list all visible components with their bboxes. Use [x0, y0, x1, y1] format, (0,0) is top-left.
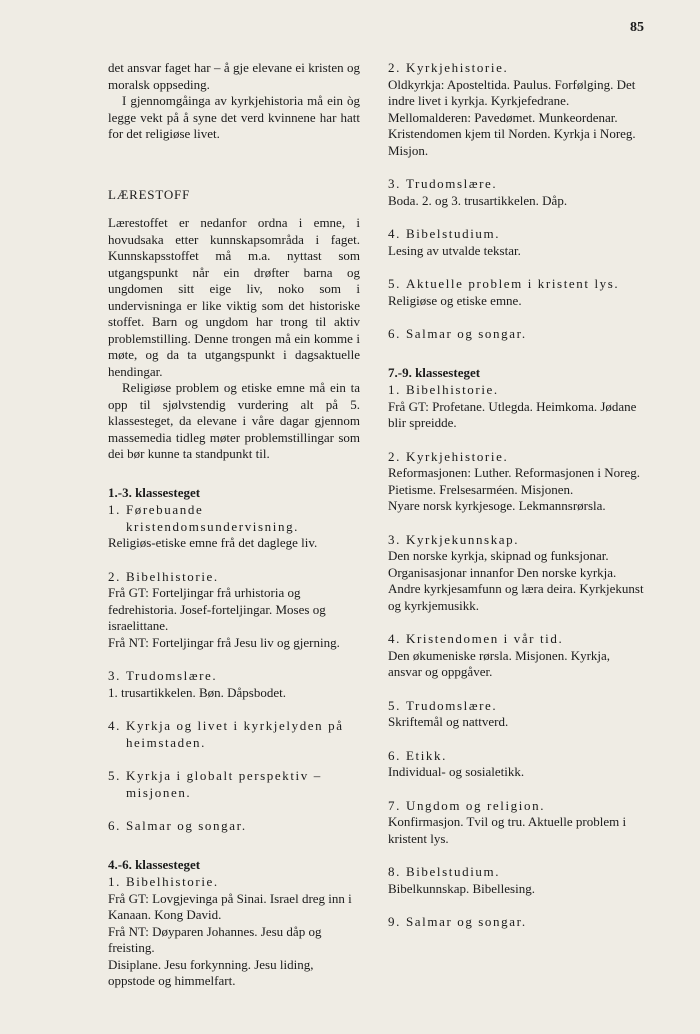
topic-number: 4.	[388, 631, 401, 646]
topic-title: Bibelhistorie.	[125, 874, 219, 889]
topic-title: Salmar og songar.	[405, 914, 527, 929]
topic-item	[388, 698, 644, 731]
topic-heading	[108, 874, 360, 891]
topic-heading	[108, 718, 360, 751]
topic-heading	[388, 326, 644, 343]
topic-body	[388, 193, 644, 210]
grade-heading-7-9: 7.-9. klassesteget	[388, 364, 481, 380]
topic-body	[108, 585, 360, 651]
topic-item	[108, 502, 360, 552]
topic-heading	[108, 668, 360, 685]
topic-heading	[388, 176, 644, 193]
intro-paragraph: I gjennomgåinga av kyrkjehistoria må ein òg legge vekt på å syne det verd kvinnene har hatt for det religiøse livet.	[108, 93, 360, 141]
topic-item	[388, 226, 644, 259]
topic-item	[388, 449, 644, 515]
topic-body	[388, 714, 644, 731]
topic-line: Disiplane. Jesu forkynning. Jesu liding, oppstode og himmelfart.	[108, 956, 314, 988]
topic-number: 3.	[388, 176, 401, 191]
topic-body	[388, 77, 644, 160]
topic-line: Den norske kyrkja, skipnad og funksjonar. Organisasjonar innanfor Den norske kyrkja. Andre kyrkjesamfunn og læra deira. Kyrkjekunst og kyrkjemusikk.	[388, 548, 644, 613]
topic-line: Oldkyrkja: Aposteltida. Paulus. Forfølging. Det indre livet i kyrkja. Kyrkjefedrane.	[388, 76, 636, 108]
topic-line: Frå GT: Forteljingar frå urhistoria og fedrehistoria. Josef-forteljingar. Moses og israelittane.	[108, 585, 326, 633]
topic-line: Frå NT: Døyparen Johannes. Jesu dåp og freisting.	[108, 923, 322, 955]
topic-line: Bibelkunnskap. Bibellesing.	[388, 880, 535, 896]
topic-heading	[388, 449, 644, 466]
topic-item	[388, 864, 644, 897]
topic-title: Kyrkja og livet i kyrkjelyden på heimstaden.	[125, 718, 344, 750]
topic-title: Salmar og songar.	[125, 818, 247, 833]
topic-number: 7.	[388, 797, 401, 813]
topic-title: Kyrkja i globalt perspektiv – misjonen.	[125, 768, 322, 800]
topic-heading	[108, 818, 360, 835]
topic-heading	[388, 914, 644, 931]
topic-item	[388, 532, 644, 615]
topic-title: Aktuelle problem i kristent lys.	[405, 276, 620, 291]
topic-body	[388, 881, 644, 898]
topic-heading	[388, 864, 644, 881]
topic-item	[388, 914, 644, 931]
topic-item	[108, 874, 360, 990]
topic-line: Nyare norsk kyrkjesoge. Lekmannsrørsla.	[388, 498, 606, 513]
topic-item	[108, 818, 360, 835]
topic-list	[388, 60, 644, 343]
topic-body	[388, 764, 644, 781]
topic-number: 5.	[108, 768, 121, 783]
topic-number: 3.	[108, 668, 121, 683]
topic-heading	[388, 276, 644, 293]
topic-number: 1.	[108, 874, 121, 889]
topic-line: Konfirmasjon. Tvil og tru. Aktuelle problem i kristent lys.	[388, 814, 627, 846]
topic-title: Trudomslære.	[405, 176, 498, 191]
topic-line: Mellomalderen: Pavedømet. Munkeordenar. Kristendomen kjem til Norden. Kyrkja i Noreg. Misjon.	[388, 109, 636, 158]
topic-item	[108, 668, 360, 701]
topic-line: Boda. 2. og 3. trusartikkelen. Dåp.	[388, 192, 568, 208]
topic-body	[388, 814, 644, 847]
topic-heading	[108, 569, 360, 586]
topic-title: Førebuande kristendomsundervisning.	[125, 502, 300, 534]
topic-body	[108, 535, 360, 552]
topic-line: Den økumeniske rørsla. Misjonen. Kyrkja, ansvar og oppgåver.	[388, 647, 611, 679]
topic-body	[388, 399, 644, 432]
topic-title: Bibelhistorie.	[405, 382, 499, 397]
topic-number: 4.	[388, 226, 401, 241]
topic-title: Etikk.	[405, 747, 447, 763]
topic-number: 6.	[388, 747, 401, 763]
topic-number: 8.	[388, 864, 401, 879]
topic-line: Religiøs-etiske emne frå det daglege liv.	[108, 535, 318, 550]
topic-number: 6.	[388, 326, 401, 341]
topic-item	[108, 718, 360, 751]
topic-number: 1.	[388, 382, 401, 397]
topic-line: Frå GT: Lovgjevinga på Sinai. Israel dreg inn i Kanaan. Kong David.	[108, 890, 352, 922]
topic-item	[388, 748, 644, 781]
topic-item	[388, 326, 644, 343]
topic-number: 1.	[108, 502, 121, 517]
topic-line: 1. trusartikkelen. Bøn. Dåpsbodet.	[108, 684, 286, 700]
topic-item	[388, 631, 644, 681]
topic-list	[388, 382, 644, 931]
topic-number: 2.	[388, 60, 401, 75]
topic-title: Kristendomen i vår tid.	[405, 631, 564, 646]
topic-item	[388, 176, 644, 209]
page-number: 85	[630, 20, 644, 35]
topic-body	[388, 548, 644, 614]
topic-heading	[388, 532, 644, 549]
topic-heading	[388, 226, 644, 243]
topic-number: 2.	[388, 448, 401, 464]
topic-number: 4.	[108, 718, 121, 733]
topic-list	[108, 502, 360, 835]
topic-title: Salmar og songar.	[405, 326, 527, 341]
topic-title: Trudomslære.	[125, 668, 218, 683]
topic-title: Bibelstudium.	[405, 864, 501, 879]
topic-heading	[388, 382, 644, 399]
topic-item	[108, 768, 360, 801]
topic-title: Kyrkjehistorie.	[405, 60, 509, 75]
intro-paragraph: det ansvar faget har – å gje elevane ei kristen og moralsk oppseding.	[108, 60, 360, 92]
topic-title: Bibelhistorie.	[125, 568, 219, 584]
topic-number: 5.	[388, 276, 401, 291]
topic-title: Trudomslære.	[405, 697, 498, 713]
lead-paragraph: Lærestoffet er nedanfor ordna i emne, i hovudsaka etter kunnskapsområda i faget. Kunnskapsstoffet må m.a. nyttast som utgangspunkt når ein drøfter barna og ungdomen sitt eige liv, noko som i undervisninga er like viktig som det historiske stoffet. Barn og ungdom har trong til aktiv problemstilling. Denne trongen må ein komme i møte, og da ta utgangspunkt i dagsaktuelle hendingar.	[108, 215, 360, 379]
topic-line: Pietisme. Frelsesarméen. Misjonen.	[388, 481, 574, 497]
topic-heading	[388, 60, 644, 77]
topic-item	[108, 569, 360, 652]
topic-line: Lesing av utvalde tekstar.	[388, 242, 521, 258]
topic-title: Kyrkjehistorie.	[405, 448, 509, 464]
topic-number: 2.	[108, 568, 121, 584]
topic-title: Kyrkjekunnskap.	[405, 531, 520, 547]
topic-body	[388, 648, 644, 681]
topic-list	[108, 874, 360, 990]
topic-line: Frå NT: Forteljingar frå Jesu liv og gjerning.	[108, 634, 340, 650]
topic-line: Frå GT: Profetane. Utlegda. Heimkoma. Jødane blir spreidde.	[388, 398, 637, 430]
topic-body	[108, 685, 360, 702]
topic-body	[388, 293, 644, 310]
topic-item	[388, 798, 644, 848]
topic-item	[388, 276, 644, 309]
topic-heading	[388, 631, 644, 648]
topic-heading	[108, 768, 360, 801]
topic-line: Individual- og sosialetikk.	[388, 764, 525, 779]
grade-heading-1-3: 1.-3. klassesteget	[108, 484, 201, 500]
topic-heading	[388, 798, 644, 815]
topic-body	[388, 465, 644, 515]
topic-heading	[108, 502, 360, 535]
topic-number: 3.	[388, 531, 401, 547]
section-title: LÆRESTOFF	[108, 186, 191, 202]
topic-line: Reformasjonen: Luther. Reformasjonen i Noreg.	[388, 465, 640, 480]
right-column	[388, 60, 644, 948]
topic-number: 6.	[108, 818, 121, 833]
topic-item	[388, 382, 644, 432]
topic-heading	[388, 748, 644, 765]
topic-line: Religiøse og etiske emne.	[388, 292, 522, 308]
topic-item	[388, 60, 644, 159]
topic-body	[388, 243, 644, 260]
topic-line: Skriftemål og nattverd.	[388, 714, 509, 729]
topic-number: 5.	[388, 697, 401, 713]
lead-paragraph: Religiøse problem og etiske emne må ein ta opp til sjølvstendig vurdering alt på 5. klassesteget, da elevane i våre dagar gjennom massemedia tidleg møter problemstillingar som dei bør kunne ta standpunkt til.	[108, 380, 360, 461]
grade-heading-4-6: 4.-6. klassesteget	[108, 856, 201, 872]
topic-body	[108, 891, 360, 990]
topic-heading	[388, 698, 644, 715]
topic-title: Ungdom og religion.	[405, 797, 546, 813]
left-column	[108, 60, 360, 1007]
topic-number: 9.	[388, 914, 401, 929]
topic-title: Bibelstudium.	[405, 226, 501, 241]
